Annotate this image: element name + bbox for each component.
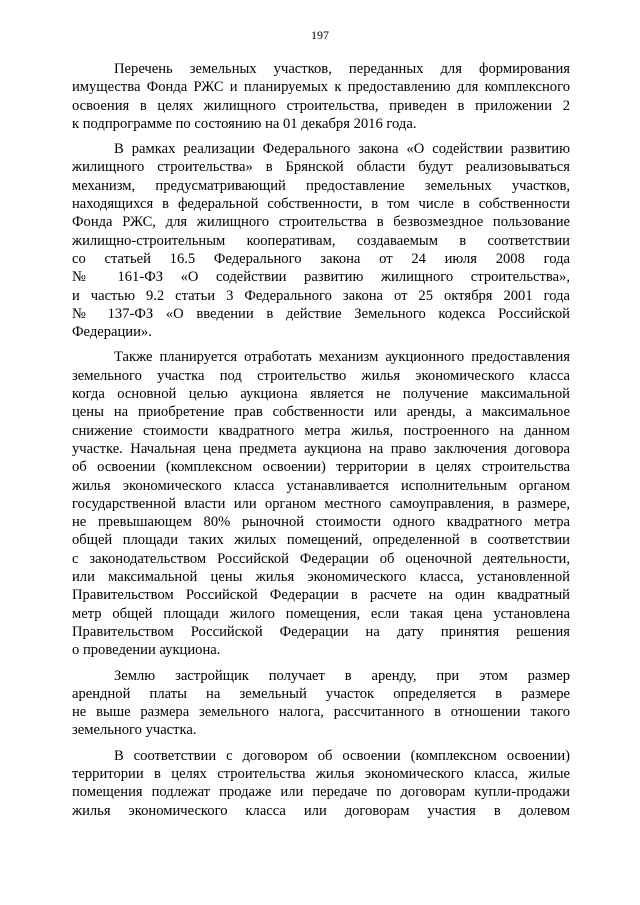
paragraph <box>72 667 570 740</box>
text-line: освоения в целях жилищного строительства, приведен в приложении 2 <box>72 97 570 114</box>
text-line: и частью 9.2 статьи 3 Федерального закона от 25 октября 2001 года <box>72 287 570 304</box>
text-line: участке. Начальная цена предмета аукциона на право заключения договора <box>72 440 570 457</box>
page-number: 197 <box>311 28 329 42</box>
text-line: об освоении (комплексном освоении) территории в целях строительства <box>72 459 570 476</box>
text-line: находящихся в федеральной собственности, в том числе в собственности <box>72 196 570 213</box>
text-line: цены на приобретение прав собственности или аренды, а максимальное <box>72 404 570 421</box>
text-line: когда основной целью аукциона является не получение максимальной <box>72 386 570 403</box>
paragraph <box>72 348 570 659</box>
text-line: со статьей 16.5 Федерального закона от 24 июля 2008 года <box>72 250 570 267</box>
paragraph <box>72 747 570 820</box>
text-line: В рамках реализации Федерального закона «О содействии развитию <box>114 141 570 158</box>
text-line: жилья экономического класса устанавливается исполнительным органом <box>72 477 570 494</box>
text-line: механизм, предусматривающий предоставление земельных участков, <box>72 177 570 194</box>
text-line: Фонда РЖС, для жилищного строительства в безвозмездное пользование <box>72 214 570 231</box>
text-line: жилищно-строительным кооперативам, создаваемым в соответствии <box>72 232 570 249</box>
paragraph-gap <box>72 660 570 667</box>
text-line: земельного участка. <box>72 722 197 739</box>
text-line: жилищного строительства» в Брянской области будут реализовываться <box>72 159 570 176</box>
paragraph-gap <box>72 341 570 348</box>
text-line: арендной платы на земельный участок определяется в размере <box>72 685 570 702</box>
text-line: с законодательством Российской Федерации об оценочной деятельности, <box>72 550 570 567</box>
text-line: Перечень земельных участков, переданных для формирования <box>114 61 570 77</box>
text-line: снижение стоимости квадратного метра жилья, построенного на данном <box>72 422 570 439</box>
text-line: или максимальной цены жилья экономического класса, установленной <box>72 569 570 586</box>
text-line: территории в целях строительства жилья экономического класса, жилые <box>72 765 570 782</box>
paragraph <box>72 140 570 341</box>
text-line: Землю застройщик получает в аренду, при этом размер <box>114 667 570 684</box>
text-line: Федерации». <box>72 324 152 341</box>
text-line: имущества Фонда РЖС и планируемых к предоставлению для комплексного <box>72 79 570 96</box>
paragraph <box>72 60 570 133</box>
text-line: Правительством Российской Федерации в расчете на один квадратный <box>72 587 570 604</box>
text-line: к подпрограмме по состоянию на 01 декабря 2016 года. <box>72 115 417 132</box>
text-line: не выше размера земельного налога, рассчитанного в отношении такого <box>72 704 570 721</box>
text-line: № 137-ФЗ «О введении в действие Земельного кодекса Российской <box>72 305 570 322</box>
document-body <box>72 60 570 820</box>
text-line: метр общей площади жилого помещения, если такая цена установлена <box>72 605 570 622</box>
text-line: В соответствии с договором об освоении (комплексном освоении) <box>114 747 570 764</box>
text-line: помещения подлежат продаже или передаче по договорам купли-продажи <box>72 784 570 801</box>
text-line: государственной власти или органом местного самоуправления, в размере, <box>72 495 570 512</box>
text-line: жилья экономического класса или договорам участия в долевом <box>72 802 570 819</box>
text-line: Правительством Российской Федерации на дату принятия решения <box>72 623 570 640</box>
text-line: не превышающем 80% рыночной стоимости одного квадратного метра <box>72 514 570 531</box>
text-line: земельного участка под строительство жилья экономического класса <box>72 367 570 384</box>
text-line: Также планируется отработать механизм аукционного предоставления <box>114 349 570 366</box>
paragraph-gap <box>72 740 570 747</box>
paragraph-gap <box>72 133 570 140</box>
text-line: общей площади таких жилых помещений, определенной в соответствии <box>72 532 570 549</box>
text-line: о проведении аукциона. <box>72 642 221 659</box>
text-line: № 161-ФЗ «О содействии развитию жилищного строительства», <box>72 269 570 286</box>
